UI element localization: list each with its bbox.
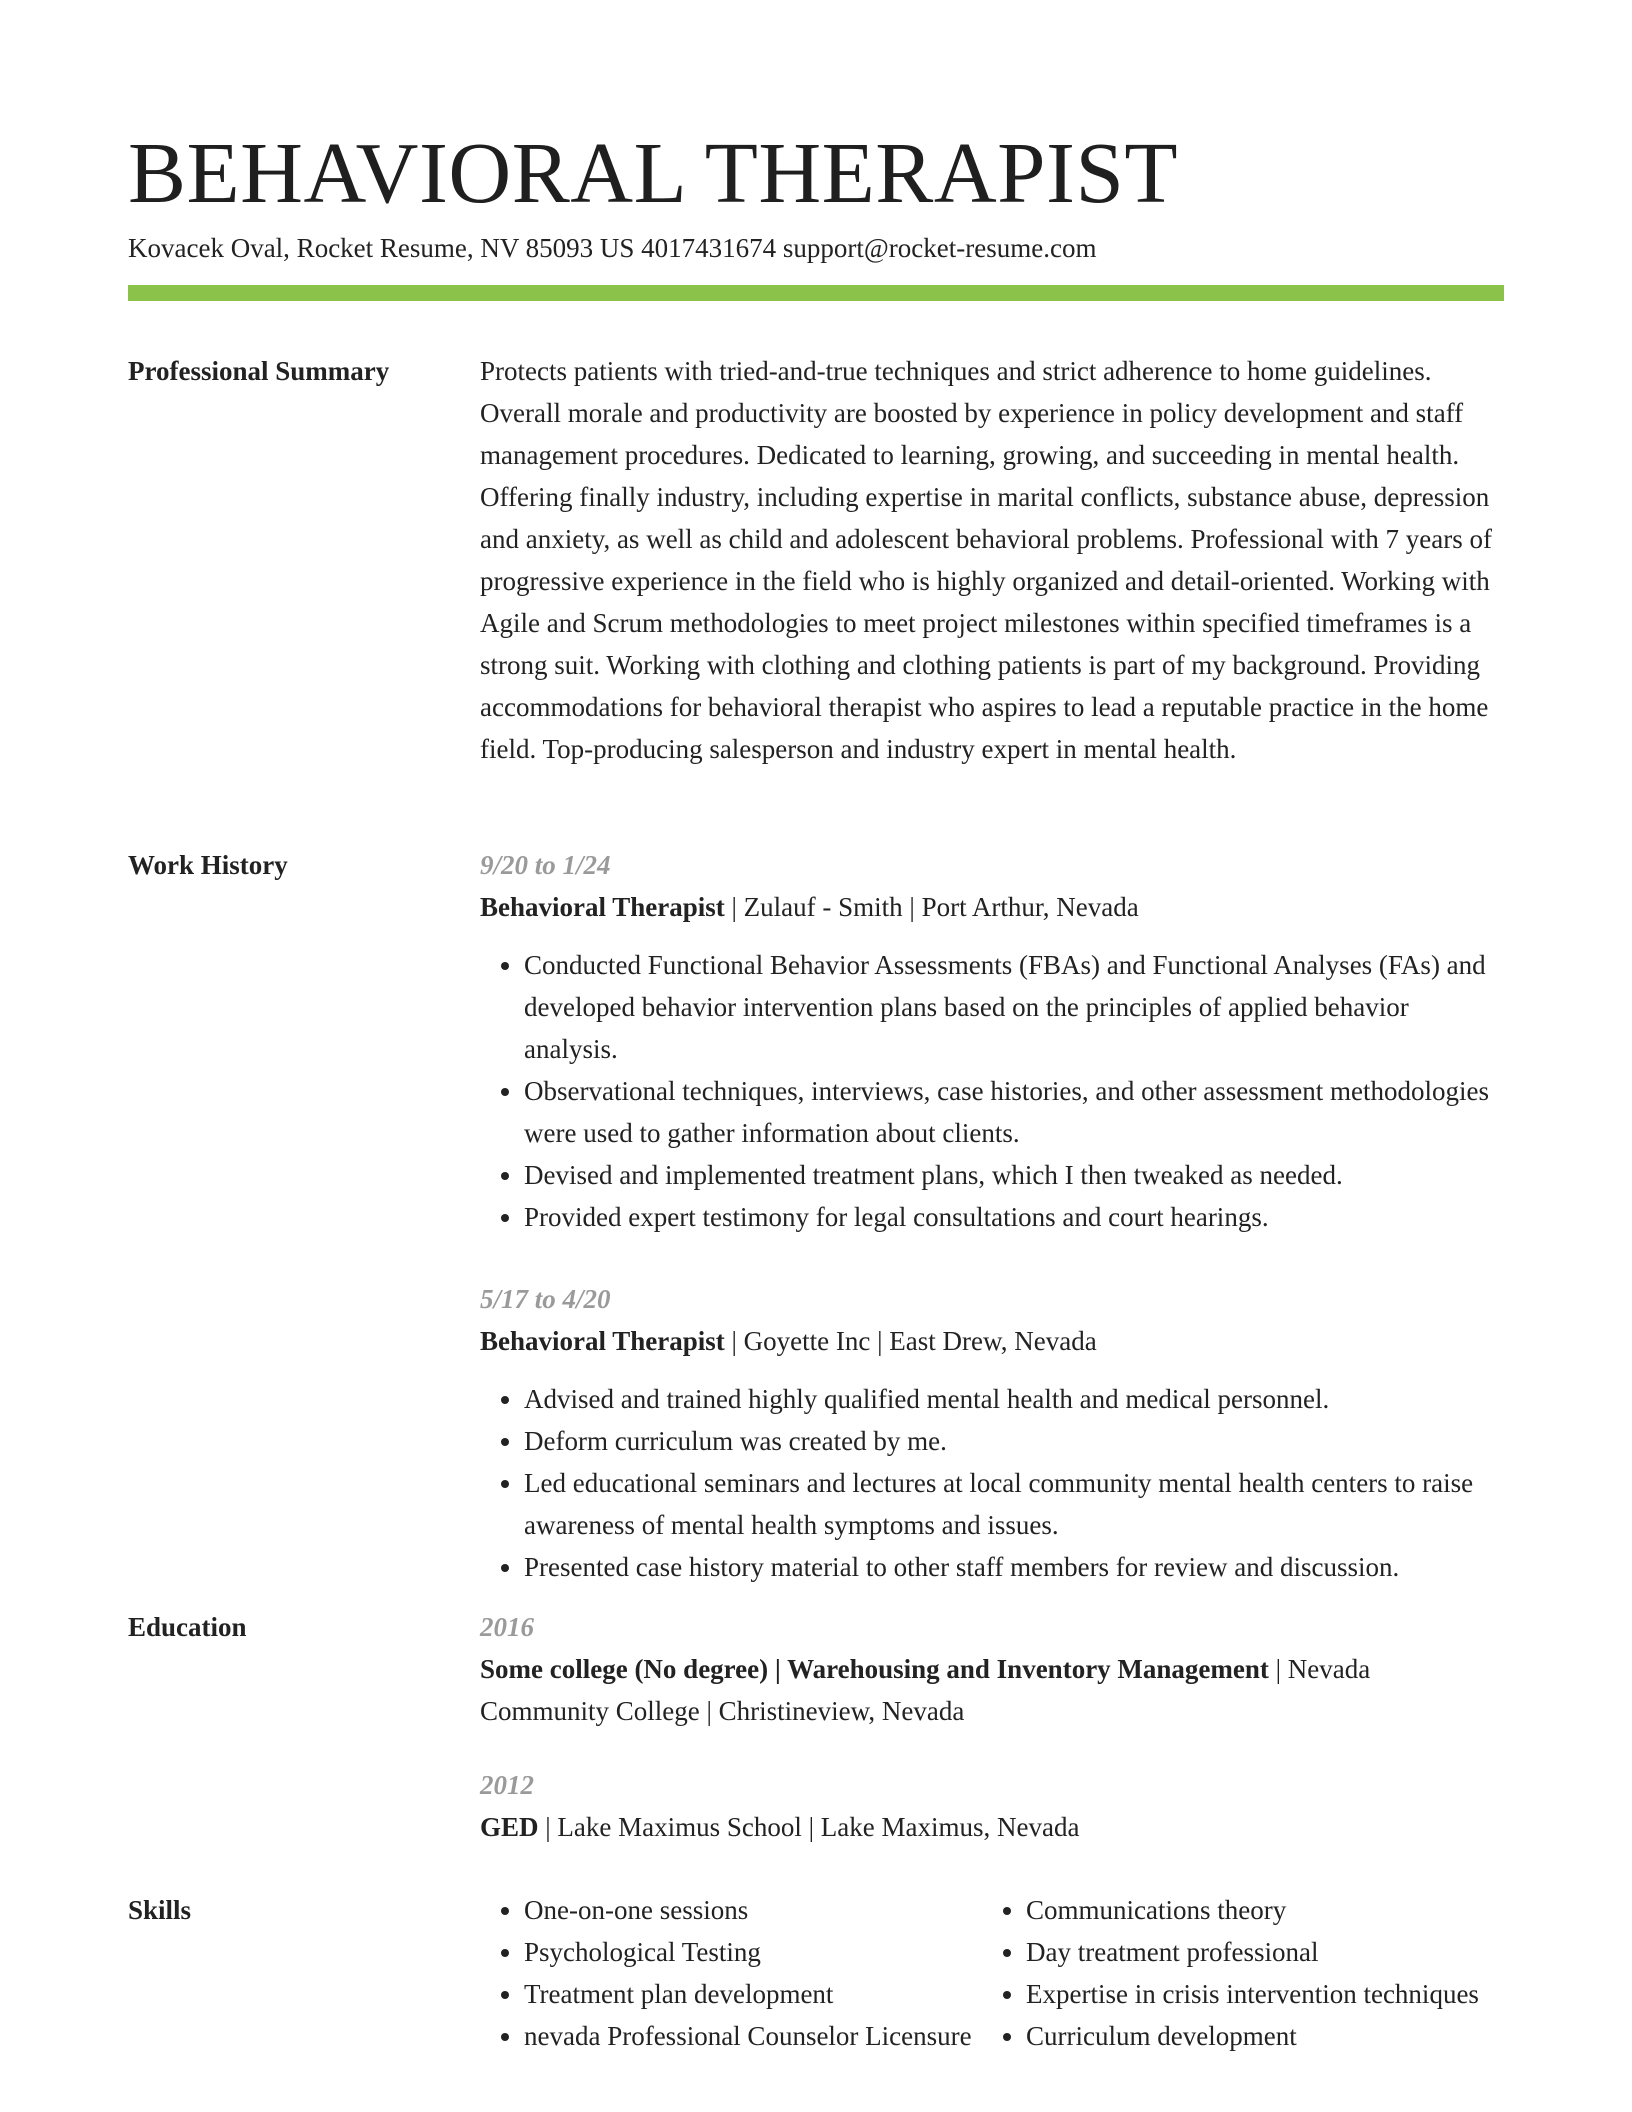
- job-details: | Goyette Inc | East Drew, Nevada: [724, 1326, 1097, 1356]
- job-bullets: [480, 944, 1504, 1238]
- contact-line: Kovacek Oval, Rocket Resume, NV 85093 US 4017431674 support@rocket-resume.com: [128, 233, 1097, 263]
- education-degree: Some college (No degree) | Warehousing and Inventory Management: [480, 1654, 1269, 1684]
- job-bullet: • Observational techniques, interviews, case histories, and other assessment methodologies were used to gather information about clients.: [524, 1070, 1504, 1154]
- education-heading: [480, 1806, 1504, 1848]
- job-bullet: • Provided expert testimony for legal consultations and court hearings.: [524, 1196, 1504, 1238]
- skill-item: • Treatment plan development: [524, 1973, 982, 2015]
- job-entry: [480, 844, 1504, 1238]
- job-role: Behavioral Therapist: [480, 892, 725, 922]
- job-bullet: • Presented case history material to other staff members for review and discussion.: [524, 1546, 1504, 1588]
- skill-item: • Expertise in crisis intervention techniques: [1026, 1973, 1504, 2015]
- education-details: | Lake Maximus School | Lake Maximus, Nevada: [538, 1812, 1080, 1842]
- job-bullet: • Advised and trained highly qualified mental health and medical personnel.: [524, 1378, 1504, 1420]
- skill-item: • Day treatment professional: [1026, 1931, 1504, 1973]
- job-bullets: [480, 1378, 1504, 1588]
- education-entry: [480, 1764, 1504, 1848]
- skill-item: • One-on-one sessions: [524, 1889, 982, 1931]
- job-bullet: • Deform curriculum was created by me.: [524, 1420, 1504, 1462]
- skills-list-left: [480, 1889, 982, 2057]
- skill-item: • nevada Professional Counselor Licensure: [524, 2015, 982, 2057]
- job-dates: 9/20 to 1/24: [480, 850, 611, 880]
- education-entry: [480, 1606, 1504, 1732]
- education-degree: GED: [480, 1812, 539, 1842]
- job-bullet: • Led educational seminars and lectures at local community mental health centers to raise awareness of mental health symptoms and issues.: [524, 1462, 1504, 1546]
- skills-columns: [480, 1889, 1504, 2057]
- job-details: | Zulauf - Smith | Port Arthur, Nevada: [724, 892, 1139, 922]
- section-title-summary: Professional Summary: [128, 356, 390, 386]
- job-bullet: • Devised and implemented treatment plans, which I then tweaked as needed.: [524, 1154, 1504, 1196]
- job-dates: 5/17 to 4/20: [480, 1284, 611, 1314]
- skill-item: • Curriculum development: [1026, 2015, 1504, 2057]
- resume-name: BEHAVIORAL THERAPIST: [128, 124, 1179, 221]
- job-heading: [480, 886, 1504, 928]
- section-title-skills: Skills: [128, 1895, 192, 1925]
- education-heading: [480, 1648, 1504, 1732]
- job-role: Behavioral Therapist: [480, 1326, 725, 1356]
- skill-item: • Communications theory: [1026, 1889, 1504, 1931]
- section-title-work-history: Work History: [128, 850, 288, 880]
- summary-text: Protects patients with tried-and-true techniques and strict adherence to home guidelines. Overall morale and productivity are boosted by experience in policy development and staff management procedures. Dedicated to learning, growing, and succeeding in mental health. Offering finally industry, including expertise in marital conflicts, substance abuse, depression and anxiety, as well as child and adolescent behavioral problems. Professional with 7 years of progressive experience in the field who is highly organized and detail-oriented. Working with Agile and Scrum methodologies to meet project milestones within specified timeframes is a strong suit. Working with clothing and clothing patients is part of my background. Providing accommodations for behavioral therapist who aspires to lead a reputable practice in the home field. Top-producing salesperson and industry expert in mental health.: [480, 356, 1492, 764]
- job-heading: [480, 1320, 1504, 1362]
- skill-item: • Psychological Testing: [524, 1931, 982, 1973]
- education-details: | Nevada Community College | Christineview, Nevada: [480, 1654, 1371, 1726]
- education-year: 2012: [480, 1770, 534, 1800]
- accent-divider: [128, 285, 1504, 301]
- job-entry: [480, 1278, 1504, 1588]
- education-year: 2016: [480, 1612, 534, 1642]
- skills-list-right: [982, 1889, 1504, 2057]
- job-bullet: • Conducted Functional Behavior Assessments (FBAs) and Functional Analyses (FAs) and developed behavior intervention plans based on the principles of applied behavior analysis.: [524, 944, 1504, 1070]
- section-title-education: Education: [128, 1612, 247, 1642]
